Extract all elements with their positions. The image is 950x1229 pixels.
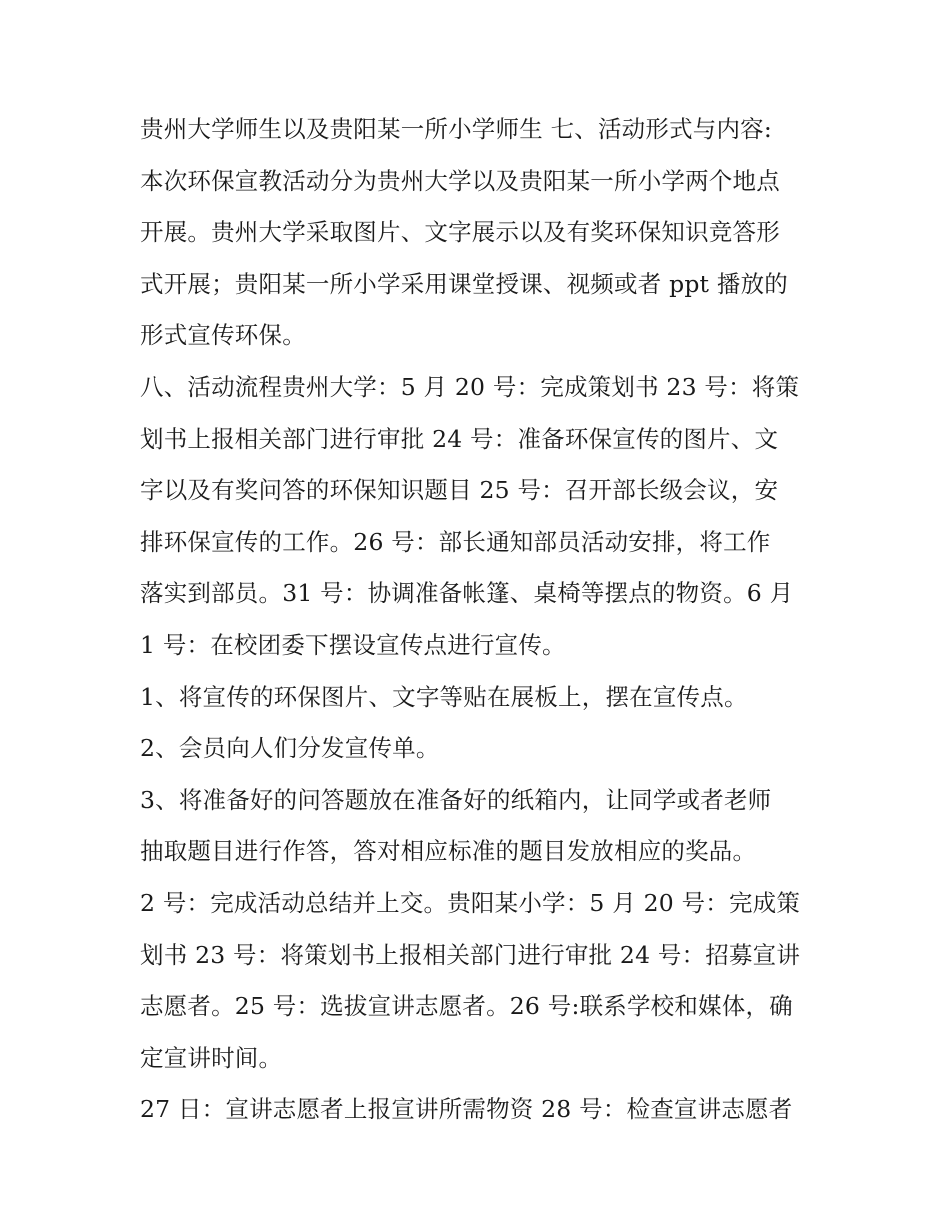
text-line: 落实到部员。31 号：协调准备帐篷、桌椅等摆点的物资。6 月	[140, 579, 794, 608]
text-line: 志愿者。25 号：选拔宣讲志愿者。26 号:联系学校和媒体，确	[140, 992, 793, 1021]
text-line: 式开展；贵阳某一所小学采用课堂授课、视频或者 ppt 播放的	[140, 269, 788, 298]
text-line: 定宣讲时间。	[140, 1043, 283, 1072]
text-line: 排环保宣传的工作。26 号：部长通知部员活动安排，将工作	[140, 527, 771, 556]
text-line: 开展。贵州大学采取图片、文字展示以及有奖环保知识竞答形	[140, 218, 780, 247]
text-line: 划书上报相关部门进行审批 24 号：准备环保宣传的图片、文	[140, 424, 779, 453]
text-line: 1、将宣传的环保图片、文字等贴在展板上，摆在宣传点。	[140, 682, 748, 711]
text-line: 形式宣传环保。	[140, 321, 306, 350]
text-line: 贵州大学师生以及贵阳某一所小学师生 七、活动形式与内容:	[140, 115, 772, 143]
text-line: 字以及有奖问答的环保知识题目 25 号：召开部长级会议，安	[140, 476, 779, 505]
text-line: 2 号：完成活动总结并上交。贵阳某小学：5 月 20 号：完成策	[140, 888, 801, 917]
text-line: 27 日：宣讲志愿者上报宣讲所需物资 28 号：检查宣讲志愿者	[140, 1095, 793, 1124]
text-line: 1 号：在校团委下摆设宣传点进行宣传。	[140, 630, 566, 659]
document-body	[140, 104, 820, 1136]
text-line: 本次环保宣教活动分为贵州大学以及贵阳某一所小学两个地点	[140, 166, 780, 195]
text-line: 八、活动流程贵州大学：5 月 20 号：完成策划书 23 号：将策	[140, 372, 800, 401]
text-line: 划书 23 号：将策划书上报相关部门进行审批 24 号：招募宣讲	[140, 940, 801, 969]
text-line: 抽取题目进行作答，答对相应标准的题目发放相应的奖品。	[140, 837, 757, 866]
text-line: 3、将准备好的问答题放在准备好的纸箱内，让同学或者老师	[140, 785, 772, 814]
text-line: 2、会员向人们分发宣传单。	[140, 734, 440, 763]
